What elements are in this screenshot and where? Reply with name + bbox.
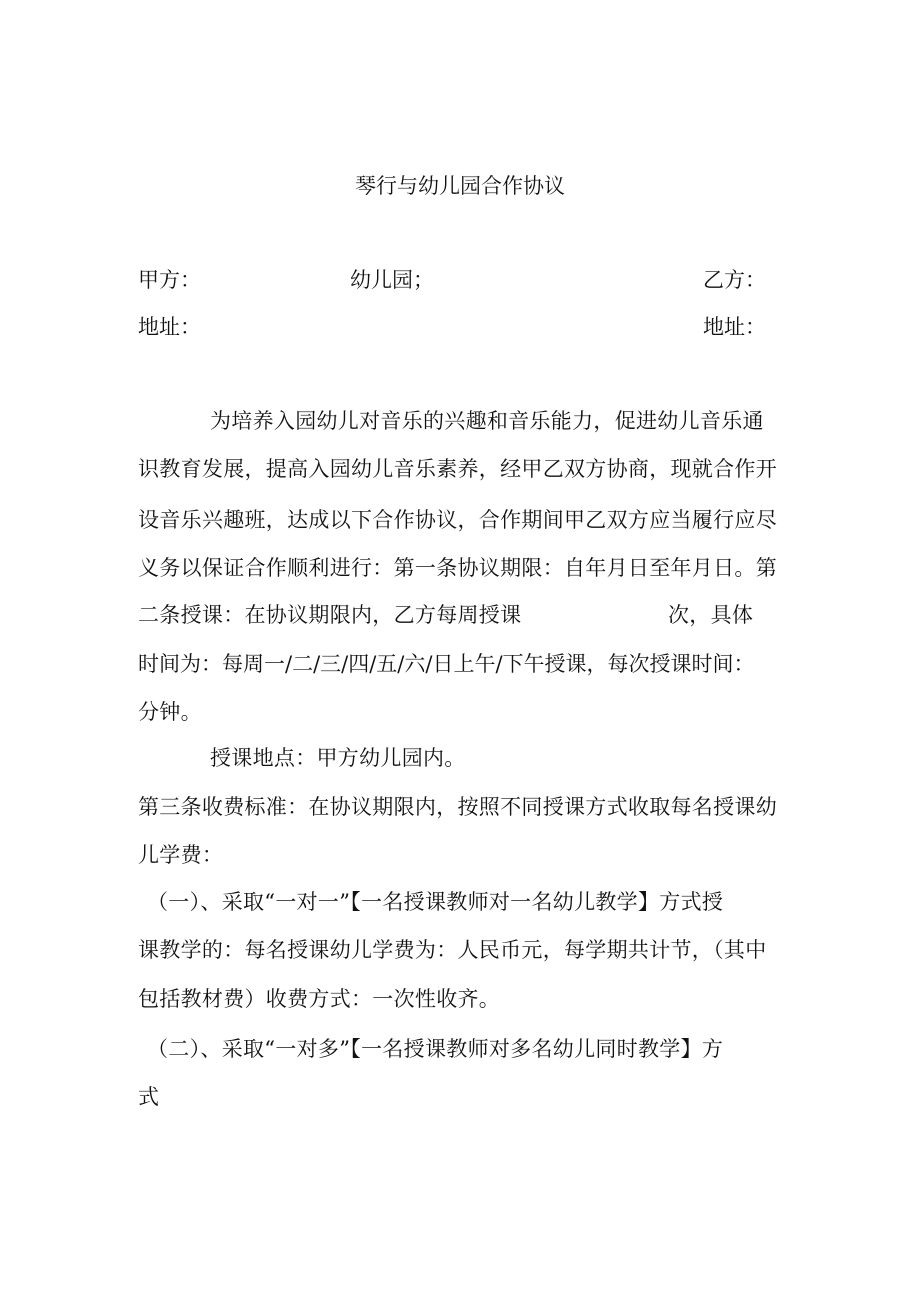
body-line: 儿学费：	[138, 843, 224, 867]
document-title: 琴行与幼儿园合作协议	[355, 174, 565, 198]
body-line: 识教育发展，提高入园幼儿音乐素养，经甲乙双方协商，现就合作开	[138, 457, 777, 481]
body-line: 二条授课：在协议期限内，乙方每周授课	[138, 603, 522, 627]
body-line: 分钟。	[138, 700, 202, 724]
address-a-label: 地址：	[138, 315, 201, 339]
party-a-label: 甲方：	[138, 268, 201, 292]
body-line: 义务以保证合作顺利进行：第一条协议期限：自年月日至年月日。第	[138, 556, 777, 580]
kindergarten-label: 幼儿园；	[350, 268, 434, 292]
body-line: 包括教材费）收费方式：一次性收齐。	[138, 987, 501, 1011]
body-line: 课教学的：每名授课幼儿学费为：人民币元，每学期共计节，（其中	[138, 938, 767, 962]
body-line: 设音乐兴趣班，达成以下合作协议，合作期间甲乙双方应当履行应尽	[138, 508, 777, 532]
body-line: 次，具体	[668, 603, 754, 627]
body-line: 授课地点：甲方幼儿园内。	[210, 746, 466, 770]
body-line: 第三条收费标准：在协议期限内，按照不同授课方式收取每名授课幼	[138, 795, 777, 819]
body-line: （一）、采取“一对一”【一名授课教师对一名幼儿教学】方式授	[147, 890, 724, 914]
body-line: 时间为：每周一/二/三/四/五/六/日上午/下午授课，每次授课时间：	[138, 652, 755, 676]
body-line: 为培养入园幼儿对音乐的兴趣和音乐能力，促进幼儿音乐通	[210, 409, 764, 433]
body-line: 式	[138, 1085, 160, 1109]
address-b-label: 地址：	[703, 315, 766, 339]
party-b-label: 乙方：	[703, 268, 766, 292]
body-line: （二）、采取“一对多”【一名授课教师对多名幼儿同时教学】方	[147, 1037, 724, 1061]
